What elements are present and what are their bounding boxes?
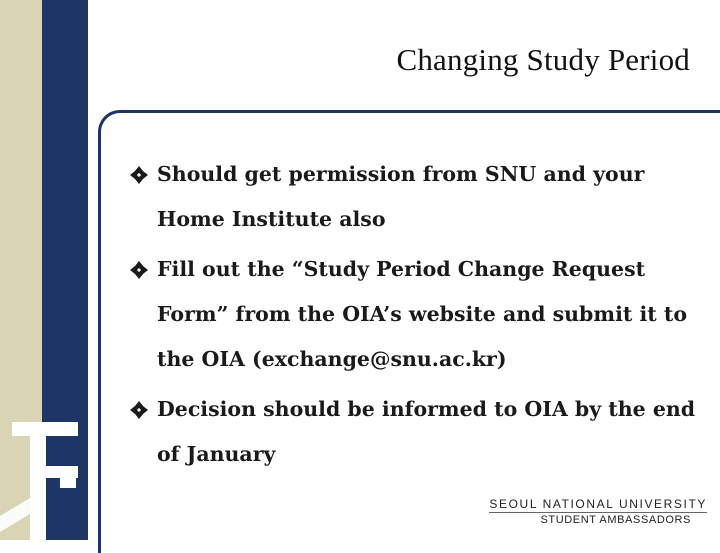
bullet-item [130,152,700,242]
org-name: SEOUL NATIONAL UNIVERSITY [489,497,707,511]
slide-title: Changing Study Period [396,42,690,77]
footer-org [489,497,707,527]
org-divider [489,512,707,513]
snu-logo-icon [0,418,88,540]
diamond-bullet-icon [130,261,148,279]
bullet-item [130,387,700,477]
bullet-list [130,152,700,482]
bullet-item [130,247,700,382]
org-subtitle: STUDENT AMBASSADORS [540,514,691,526]
bullet-text: Fill out the “Study Period Change Request Form” from the OIA’s website and submit it to the OIA (exchange@snu.ac.kr) [157,257,687,371]
bullet-text: Should get permission from SNU and your Home Institute also [157,162,645,231]
bullet-text: Decision should be informed to OIA by the end of January [157,397,696,466]
diamond-bullet-icon [130,401,148,419]
diamond-bullet-icon [130,166,148,184]
